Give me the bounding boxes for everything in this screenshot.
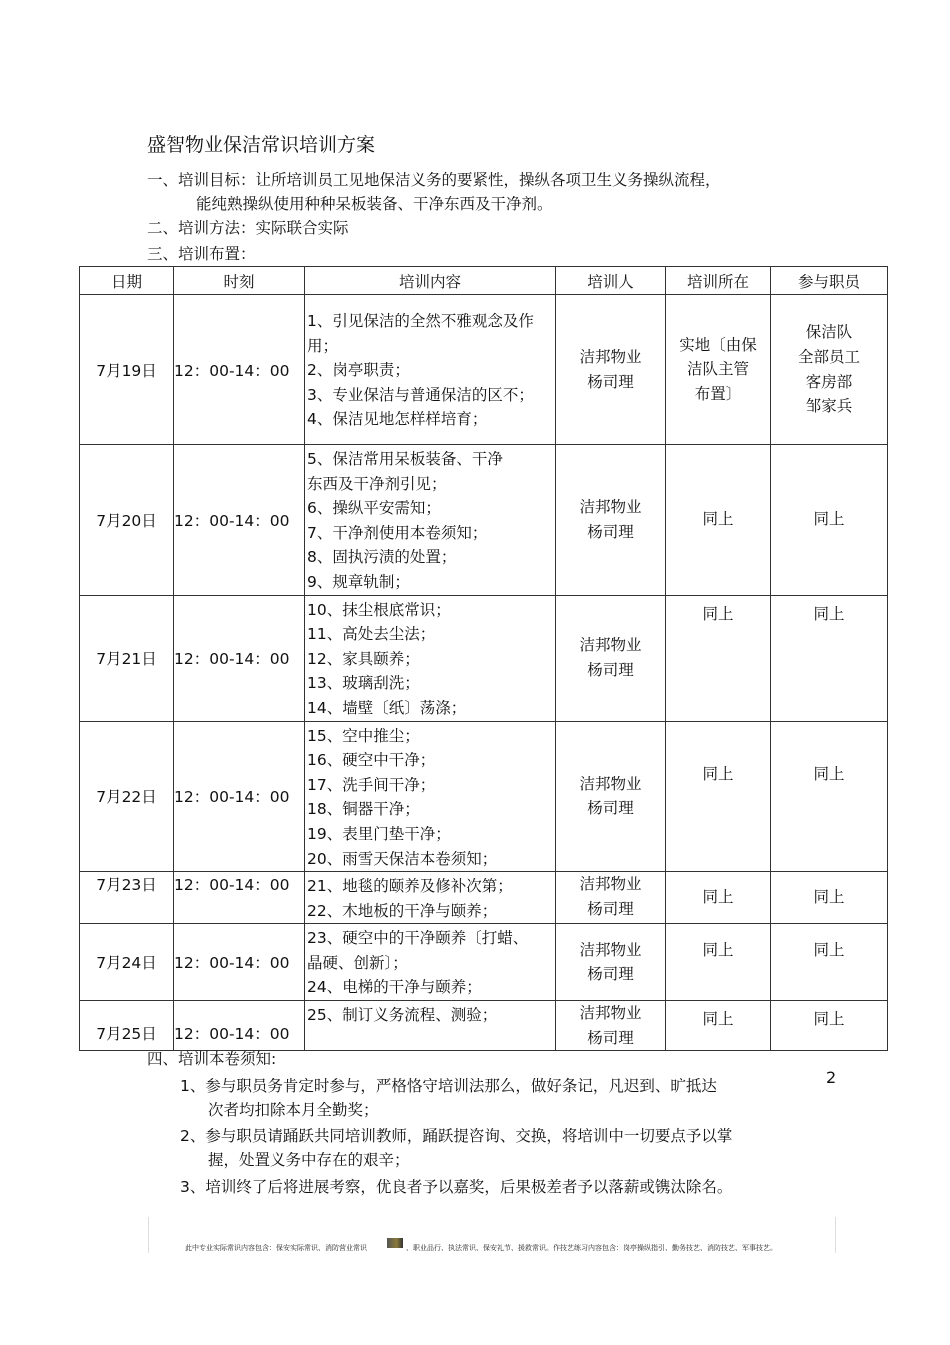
date-cell: 7月19日 — [80, 295, 174, 445]
content-item: 22、木地板的干净与颐养； — [307, 901, 498, 920]
header-location: 培训所在 — [666, 267, 771, 295]
trainer-cell — [556, 295, 666, 445]
arrangement-line: 三、培训布置： — [147, 245, 256, 263]
training-schedule-table — [79, 266, 888, 1051]
content-cell — [305, 295, 556, 445]
content-item: 2、岗亭职责； — [307, 361, 410, 380]
location-cell: 同上 — [666, 872, 771, 924]
table-row — [80, 924, 888, 1001]
trainer-cell — [556, 721, 666, 872]
date-cell: 7月20日 — [80, 445, 174, 596]
trainer-cell — [556, 445, 666, 596]
location-line: 布置〕 — [694, 384, 742, 403]
content-cell — [305, 445, 556, 596]
document-title: 盛智物业保洁常识培训方案 — [147, 134, 376, 156]
footer-text-right: 、职业品行、执法常识、保安礼节、援救常识。作技艺练习内容包含：岗亭操纵指引、勤务技艺、消防技艺、军事技艺。 — [406, 1244, 777, 1252]
trainer-line: 洁邦物业 — [579, 875, 642, 894]
participants-cell: 同上 — [771, 872, 888, 924]
page-number: 2 — [826, 1068, 837, 1087]
content-item: 19、表里门垫干净； — [307, 824, 451, 843]
content-item: 东西及干净剂引见； — [307, 474, 447, 493]
content-item: 14、墙壁〔纸〕荡涤； — [307, 698, 467, 717]
content-item: 25、制订义务流程、测验； — [307, 1006, 498, 1025]
date-cell: 7月22日 — [80, 721, 174, 872]
trainer-line: 洁邦物业 — [579, 1004, 642, 1023]
participants-line: 全部员工 — [797, 347, 860, 366]
footer-thumbnail-image — [387, 1238, 403, 1248]
location-line: 洁队主管 — [686, 360, 749, 379]
header-date: 日期 — [80, 267, 174, 295]
participants-cell: 同上 — [771, 445, 888, 596]
time-cell: 12：00-14：00 — [174, 872, 305, 924]
header-trainer: 培训人 — [556, 267, 666, 295]
table-row — [80, 445, 888, 596]
notes-item-3: 3、培训终了后将进展考察，优良者予以嘉奖，后果极差者予以落薪或镌汰除名。 — [180, 1178, 733, 1196]
location-cell: 同上 — [666, 445, 771, 596]
content-item: 11、高处去尘法； — [307, 625, 436, 644]
time-cell: 12：00-14：00 — [174, 721, 305, 872]
content-item: 16、硬空中干净； — [307, 751, 436, 770]
table-row — [80, 721, 888, 872]
participants-cell: 同上 — [771, 595, 888, 721]
participants-line: 保洁队 — [805, 323, 853, 342]
content-item: 9、规章轨制； — [307, 572, 410, 591]
table-row — [80, 1001, 888, 1051]
location-cell: 同上 — [666, 595, 771, 721]
content-item: 晶硬、创新〕； — [307, 953, 408, 972]
date-cell: 7月21日 — [80, 595, 174, 721]
participants-cell: 同上 — [771, 924, 888, 1001]
participants-line: 客房部 — [805, 372, 853, 391]
trainer-cell — [556, 595, 666, 721]
location-cell: 同上 — [666, 924, 771, 1001]
table-row — [80, 295, 888, 445]
content-cell — [305, 872, 556, 924]
footer-text-left: 此中专业实际常识内容包含：保安实际常识、消防营业常识 — [185, 1244, 367, 1252]
trainer-cell — [556, 1001, 666, 1051]
goal-line-2: 能纯熟操纵使用种种呆板装备、干净东西及干净剂。 — [196, 195, 553, 213]
content-item: 3、专业保洁与普通保洁的区不； — [307, 385, 534, 404]
content-item: 13、玻璃刮洗； — [307, 674, 420, 693]
trainer-line: 杨司理 — [587, 899, 634, 918]
table-header-row — [80, 267, 888, 295]
goal-line-1: 一、培训目标：让所培训员工见地保洁义务的要紧性，操纵各项卫生义务操纵流程， — [147, 171, 721, 189]
header-time: 时刻 — [174, 267, 305, 295]
notes-item-1-line-2: 次者均扣除本月全勤奖； — [208, 1101, 379, 1119]
content-item: 17、洗手间干净； — [307, 775, 436, 794]
trainer-line: 洁邦物业 — [579, 498, 642, 517]
content-cell — [305, 1001, 556, 1051]
notes-item-1-line-1: 1、参与职员务肯定时参与，严格恪守培训法那么，做好条记，凡迟到、旷抵达 — [180, 1077, 717, 1095]
trainer-line: 洁邦物业 — [579, 774, 642, 793]
time-cell: 12：00-14：00 — [174, 295, 305, 445]
content-cell — [305, 721, 556, 872]
trainer-line: 杨司理 — [587, 799, 634, 818]
location-cell — [666, 295, 771, 445]
content-item: 4、保洁见地怎样样培育； — [307, 410, 488, 429]
header-content: 培训内容 — [305, 267, 556, 295]
content-item: 20、雨雪天保洁本卷须知； — [307, 849, 498, 868]
date-cell: 7月25日 — [80, 1001, 174, 1051]
participants-line: 邹家兵 — [805, 397, 853, 416]
participants-cell: 同上 — [771, 721, 888, 872]
content-item: 8、固执污渍的处置； — [307, 548, 457, 567]
notes-item-2-line-1: 2、参与职员请踊跃共同培训教师，踊跃提咨询、交换，将培训中一切要点予以掌 — [180, 1127, 733, 1145]
date-cell: 7月23日 — [80, 872, 174, 924]
time-cell: 12：00-14：00 — [174, 595, 305, 721]
header-participants: 参与职员 — [771, 267, 888, 295]
date-cell: 7月24日 — [80, 924, 174, 1001]
notes-heading: 四、培训本卷须知: — [147, 1050, 277, 1068]
content-item: 5、保洁常用呆板装备、干净 — [307, 450, 503, 468]
content-item: 15、空中推尘； — [307, 726, 420, 745]
content-cell — [305, 595, 556, 721]
content-item: 7、干净剂使用本卷须知； — [307, 523, 488, 542]
participants-cell: 同上 — [771, 1001, 888, 1051]
time-cell: 12：00-14：00 — [174, 445, 305, 596]
location-cell: 同上 — [666, 721, 771, 872]
content-item: 1、引见保洁的全然不雅观念及作用； — [307, 312, 534, 355]
trainer-line: 杨司理 — [587, 522, 634, 541]
content-item: 12、家具颐养； — [307, 649, 420, 668]
table-row — [80, 872, 888, 924]
time-cell: 12：00-14：00 — [174, 924, 305, 1001]
time-cell: 12：00-14：00 — [174, 1001, 305, 1051]
trainer-line: 洁邦物业 — [579, 940, 642, 959]
trainer-line: 杨司理 — [587, 661, 634, 680]
trainer-line: 杨司理 — [587, 1028, 634, 1047]
content-item: 24、电梯的干净与颐养； — [307, 978, 482, 997]
content-item: 23、硬空中的干净颐养〔打蜡、 — [307, 929, 529, 948]
trainer-line: 洁邦物业 — [579, 347, 642, 366]
trainer-cell — [556, 872, 666, 924]
content-cell — [305, 924, 556, 1001]
content-item: 21、地毯的颐养及修补次第； — [307, 877, 513, 896]
trainer-line: 洁邦物业 — [579, 636, 642, 655]
notes-item-2-line-2: 握，处置义务中存在的艰辛； — [208, 1151, 410, 1169]
participants-cell — [771, 295, 888, 445]
method-line: 二、培训方法：实际联合实际 — [147, 219, 349, 237]
content-item: 6、操纵平安需知； — [307, 499, 441, 518]
location-cell: 同上 — [666, 1001, 771, 1051]
content-item: 18、铜器干净； — [307, 800, 420, 819]
content-item: 10、抹尘根底常识； — [307, 600, 451, 619]
trainer-line: 杨司理 — [587, 965, 634, 984]
location-line: 实地〔由保 — [679, 335, 757, 354]
table-row — [80, 595, 888, 721]
trainer-cell — [556, 924, 666, 1001]
trainer-line: 杨司理 — [587, 372, 634, 391]
